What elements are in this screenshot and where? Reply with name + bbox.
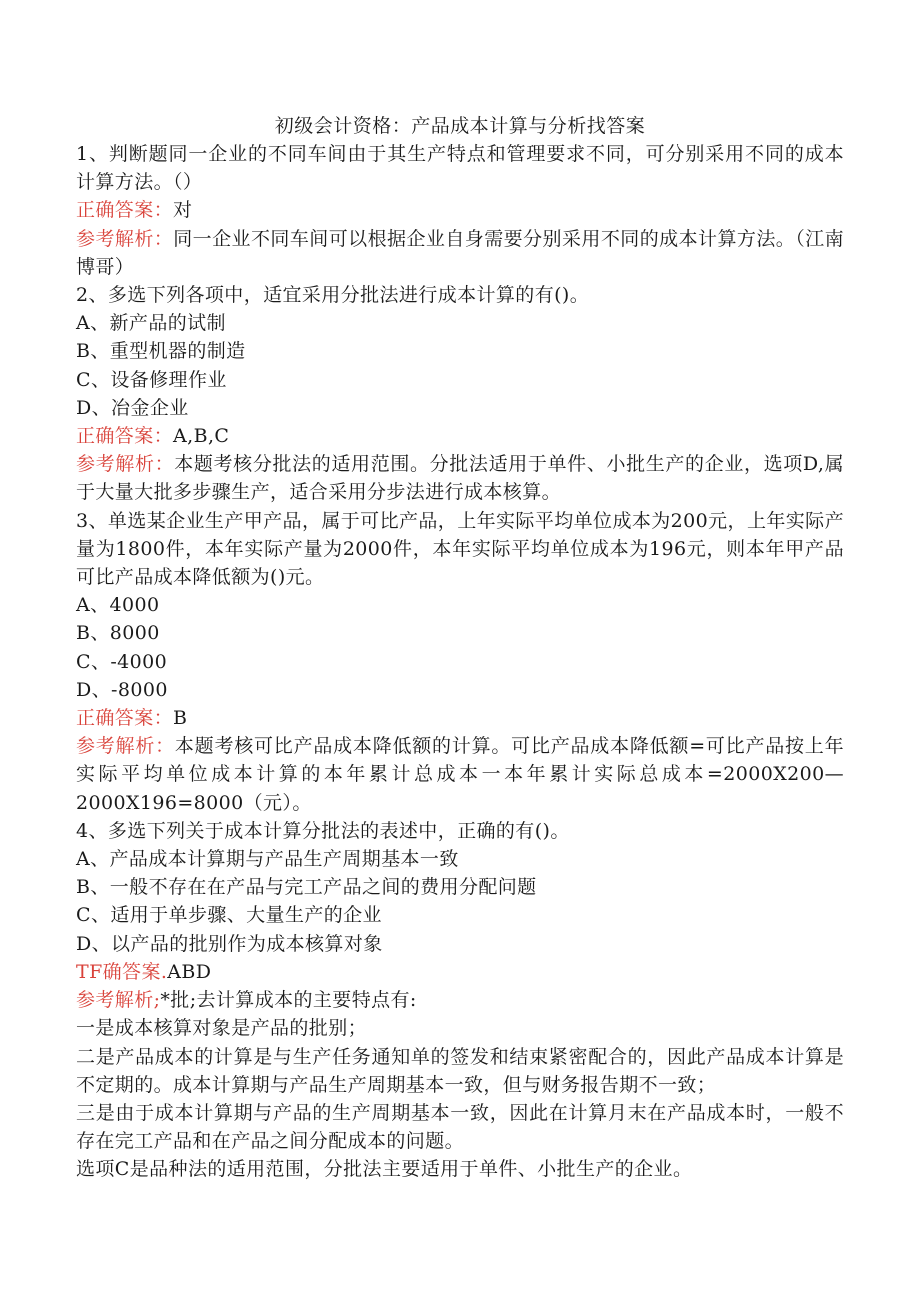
q2-answer-label: 正确答案： xyxy=(76,425,174,448)
q4-point-2: 二是产品成本的计算是与生产任务通知单的签发和结束紧密配合的，因此产品成本计算是不定期的。成本计算期与产品生产周期基本一致，但与财务报告期不一致； xyxy=(76,1045,844,1096)
q2-option-c: C、设备修理作业 xyxy=(76,368,227,391)
q4-stem: 4、多选下列关于成本计算分批法的表述中，正确的有()。 xyxy=(76,819,570,842)
q2-explain-text: 本题考核分批法的适用范围。分批法适用于单件、小批生产的企业，选项D,属于大量大批多步骤生产，适合采用分步法进行成本核算。 xyxy=(76,453,844,504)
q4-answer-label: TF确答案. xyxy=(76,960,168,983)
q4-explain-text: *批;去计算成本的主要特点有: xyxy=(160,989,417,1012)
q2-answer-value: A,B,C xyxy=(173,425,230,448)
page-title: 初级会计资格：产品成本计算与分析找答案 xyxy=(274,115,646,137)
q1-explain-text: 同一企业不同车间可以根据企业自身需要分别采用不同的成本计算方法。（江南博哥） xyxy=(76,227,844,278)
q1-stem: 1、判断题同一企业的不同车间由于其生产特点和管理要求不同，可分别采用不同的成本计算方法。（） xyxy=(76,143,844,194)
q2-answer xyxy=(76,422,844,450)
q3-option-d: D、-8000 xyxy=(76,678,168,701)
q3-option-a: A、4000 xyxy=(76,594,160,617)
q3-stem: 3、单选某企业生产甲产品，属于可比产品，上年实际平均单位成本为200元，上年实际产量为1800件，本年实际产量为2000件，本年实际平均单位成本为196元，则本年甲产品可比产品成本降低额为()元。 xyxy=(76,509,844,589)
q4-option-d: D、以产品的批别作为成本核算对象 xyxy=(76,932,383,955)
q1-answer xyxy=(76,196,844,224)
q1-answer-label: 正确答案： xyxy=(76,199,174,222)
q2-explain-label: 参考解析： xyxy=(76,453,175,476)
q2-option-d: D、冶金企业 xyxy=(76,396,189,419)
q4-point-3: 三是由于成本计算期与产品的生产周期基本一致，因此在计算月末在产品成本时，一般不存在完工产品和在产品之间分配成本的问题。 xyxy=(76,1101,844,1153)
q4-option-b: B、一般不存在在产品与完工产品之间的费用分配问题 xyxy=(76,876,537,899)
q4-explain-label: 参考解析; xyxy=(76,989,161,1012)
q3-answer-label: 正确答案： xyxy=(76,707,174,730)
q1-explanation xyxy=(76,225,844,281)
q3-answer-value: B xyxy=(173,707,188,730)
q3-explain-text: 本题考核可比产品成本降低额的计算。可比产品成本降低额=可比产品按上年实际平均单位成本计算的本年累计总成本一本年累计实际总成本=2000X200—2000X196=8000（元）。 xyxy=(76,735,844,814)
q4-explanation xyxy=(76,986,844,1014)
q1-explain-label: 参考解析： xyxy=(76,227,174,250)
q4-point-4: 选项C是品种法的适用范围，分批法主要适用于单件、小批生产的企业。 xyxy=(76,1158,693,1181)
q2-explanation xyxy=(76,450,844,506)
q4-answer-value: ABD xyxy=(167,960,212,983)
q2-option-a: A、新产品的试制 xyxy=(76,312,226,335)
q4-option-a: A、产品成本计算期与产品生产周期基本一致 xyxy=(76,848,459,871)
q1-answer-value: 对 xyxy=(173,199,193,222)
q2-stem: 2、多选下列各项中，适宜采用分批法进行成本计算的有()。 xyxy=(76,284,590,307)
q4-answer xyxy=(76,958,844,986)
document-body xyxy=(76,140,844,1184)
q3-explain-label: 参考解析： xyxy=(76,735,175,758)
q4-option-c: C、适用于单步骤、大量生产的企业 xyxy=(76,904,382,927)
q3-option-c: C、-4000 xyxy=(76,650,168,673)
q2-option-b: B、重型机器的制造 xyxy=(76,340,246,363)
q3-answer xyxy=(76,704,844,732)
q4-point-1: 一是成本核算对象是产品的批别； xyxy=(76,1017,368,1040)
q3-explanation xyxy=(76,732,844,817)
q3-option-b: B、8000 xyxy=(76,622,160,645)
